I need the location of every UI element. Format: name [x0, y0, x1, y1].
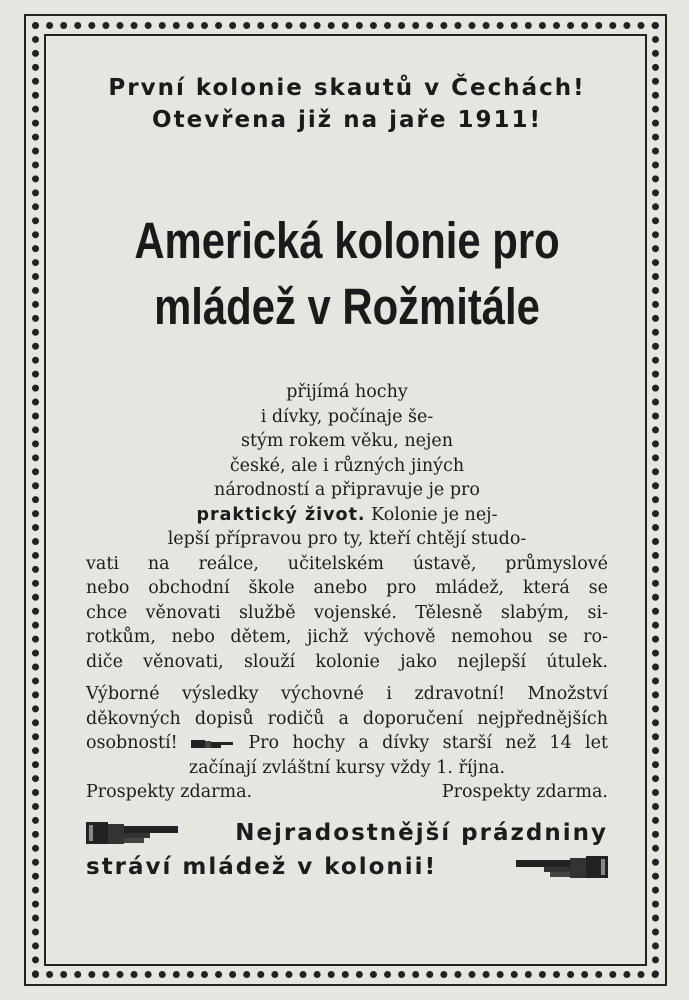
body-line: děkovných dopisů rodičů a doporučení nejpřednějších — [86, 708, 608, 729]
body-line: národností a připravuje je pro — [214, 480, 480, 500]
body-line: Výborné výsledky výchovné i zdravotní! Množství — [86, 684, 608, 704]
body-paragraph-2 — [86, 682, 608, 780]
before-hand-text: osobností! — [86, 733, 178, 753]
footer-line-2: stráví mládež v kolonii! — [86, 854, 438, 880]
body-line: rotkům, nebo dětem, jichž výchově nemohou se ro- — [86, 627, 608, 647]
body-line: české, ale i různých jiných — [229, 455, 465, 476]
pointing-hand-icon — [512, 852, 608, 882]
body-line: i dívky, počínaje še- — [260, 406, 434, 427]
after-hand-text: Pro hochy a dívky starší než 14 let — [248, 733, 608, 753]
ad-content — [86, 72, 608, 884]
body-line: chce věnovati službě vojenské. Tělesně slabým, si- — [86, 602, 608, 623]
prospekty-right: Prospekty zdarma. — [441, 782, 608, 802]
body-line: přijímá hochy — [286, 382, 408, 402]
footer-row-2 — [86, 850, 608, 884]
body-line: stým rokem věku, nejen — [241, 431, 453, 451]
header-line-2: Otevřena již na jaře 1911! — [152, 107, 542, 133]
header-line-1: První kolonie skautů v Čechách! — [108, 75, 586, 101]
pointing-hand-icon — [191, 738, 235, 750]
body-line-with-bold — [86, 503, 608, 528]
pointing-hand-icon — [86, 818, 182, 848]
body-line: vati na reálce, učitelském ústavě, průmyslové — [86, 553, 608, 574]
title-line-2: mládež v Rožmitále — [154, 278, 540, 335]
body-line: začínají zvláštní kursy vždy 1. října. — [188, 757, 506, 778]
footer-row-1 — [86, 816, 608, 850]
after-bold-text: Kolonie je nej- — [365, 504, 498, 525]
footer — [86, 816, 608, 884]
prospekty-row — [86, 780, 608, 804]
body-line: lepší přípravou pro ty, kteří chtějí studo- — [167, 529, 527, 549]
body-line: nebo obchodní škole anebo pro mládež, která se — [86, 578, 608, 598]
bold-phrase: praktický život. — [196, 504, 366, 525]
body-line-with-hand — [86, 731, 608, 756]
body-paragraph-1 — [86, 380, 608, 674]
body-line: diče věnovati, slouží kolonie jako nejlepší útulek. — [86, 651, 608, 672]
footer-line-1: Nejradostnější prázdniny — [235, 820, 608, 846]
prospekty-left: Prospekty zdarma. — [86, 782, 253, 802]
title-line-1: Americká kolonie pro — [134, 212, 560, 269]
